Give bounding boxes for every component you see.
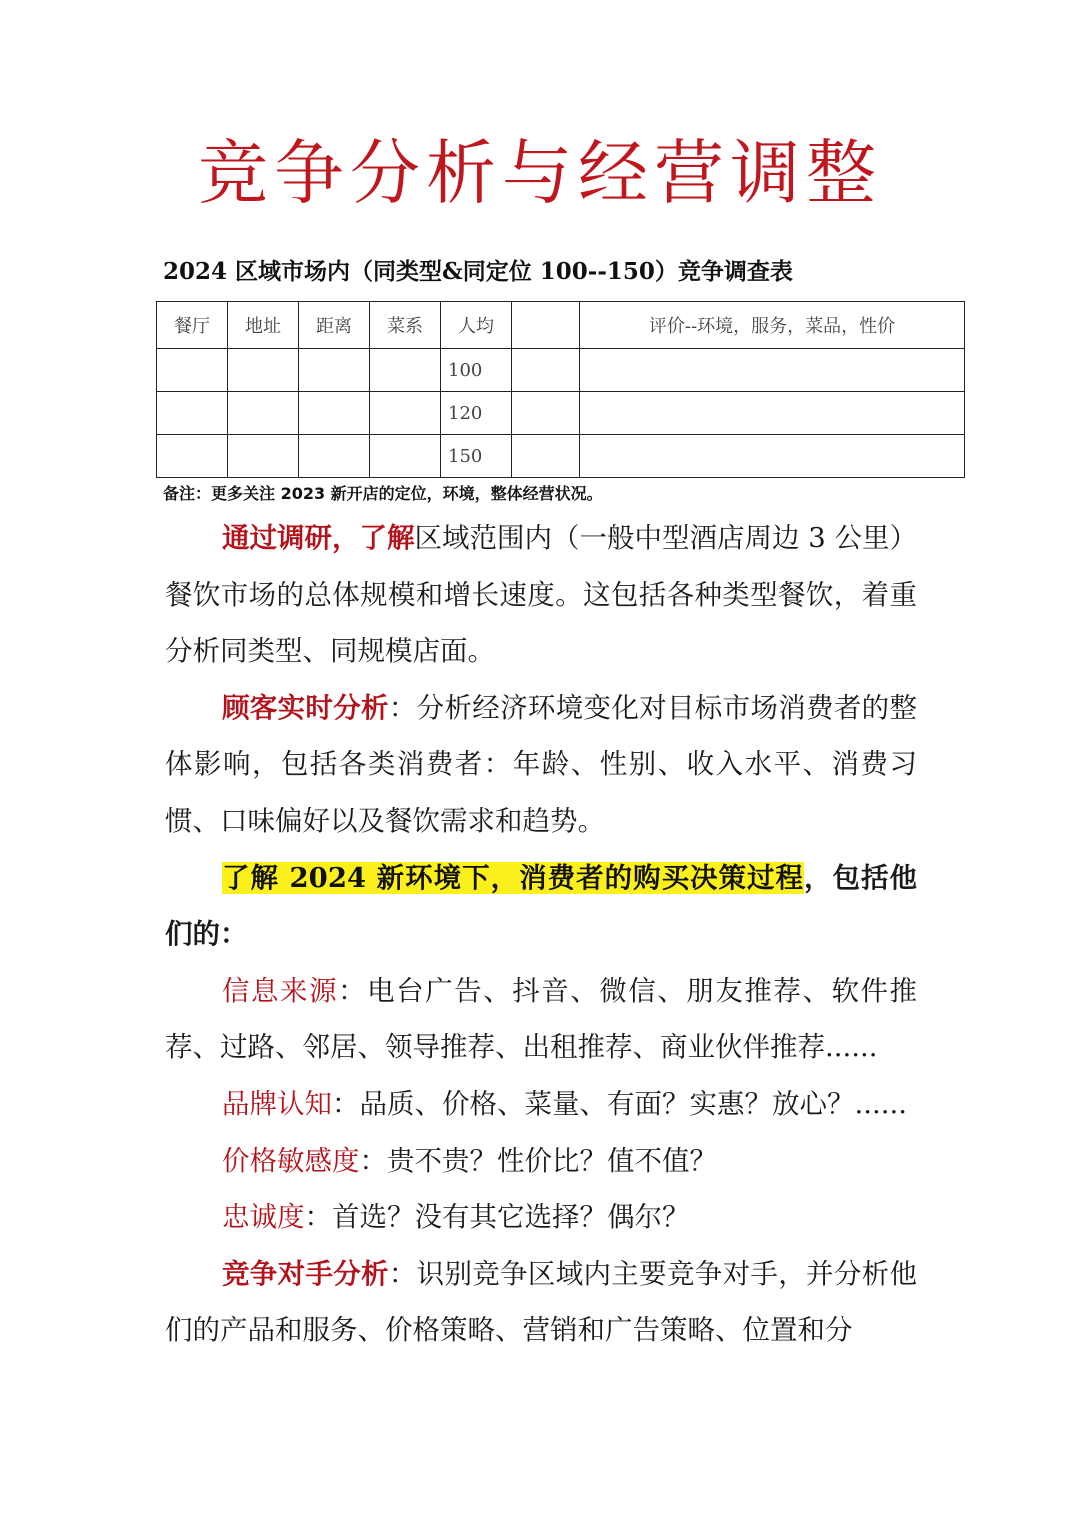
table-cell bbox=[580, 435, 965, 478]
table-cell bbox=[228, 435, 299, 478]
table-caption: 2024 区域市场内（同类型&同定位 100--150）竞争调查表 bbox=[163, 258, 793, 285]
brand-label: 品牌认知 bbox=[222, 1087, 332, 1120]
decision-highlight: 了解 2024 新环境下，消费者的购买决策过程 bbox=[222, 861, 805, 894]
header-distance: 距离 bbox=[299, 302, 370, 349]
table-cell bbox=[370, 349, 441, 392]
table-header-row bbox=[157, 302, 965, 349]
research-label: 通过调研，了解 bbox=[222, 522, 415, 554]
price-label: 价格敏感度 bbox=[222, 1144, 360, 1177]
header-per-capita: 人均 bbox=[441, 302, 512, 349]
table-cell bbox=[157, 349, 228, 392]
header-evaluation: 评价--环境，服务，菜品，性价 bbox=[580, 302, 965, 349]
table-cell: 120 bbox=[441, 392, 512, 435]
paragraph-decision bbox=[165, 850, 917, 963]
table-cell bbox=[580, 392, 965, 435]
paragraph-price bbox=[165, 1133, 917, 1190]
table-cell bbox=[299, 435, 370, 478]
table-cell bbox=[228, 392, 299, 435]
brand-text: ：品质、价格、菜量、有面？实惠？放心？...... bbox=[332, 1087, 907, 1120]
table-row bbox=[157, 435, 965, 478]
page-title: 竞争分析与经营调整 bbox=[198, 132, 882, 214]
body-text bbox=[165, 510, 917, 1359]
header-blank bbox=[512, 302, 580, 349]
customer-text: ：分析经济环境变化对目标市场消费者的整体影响，包括各类消费者：年龄、性别、收入水平、消费习惯、口味偏好以及餐饮需求和趋势。 bbox=[165, 691, 917, 837]
competitor-text: ：识别竞争区域内主要竞争对手，并分析他们的产品和服务、价格策略、营销和广告策略、位置和分 bbox=[165, 1257, 917, 1347]
info-source-text: ：电台广告、抖音、微信、朋友推荐、软件推荐、过路、邻居、领导推荐、出租推荐、商业伙伴推荐...... bbox=[165, 974, 918, 1064]
paragraph-loyalty bbox=[165, 1189, 917, 1246]
table-row bbox=[157, 392, 965, 435]
table-cell bbox=[370, 392, 441, 435]
header-cuisine: 菜系 bbox=[370, 302, 441, 349]
table-cell bbox=[228, 349, 299, 392]
table-cell: 150 bbox=[441, 435, 512, 478]
paragraph-info-source bbox=[165, 963, 917, 1076]
price-text: ：贵不贵？性价比？值不值？ bbox=[359, 1144, 717, 1177]
table-cell bbox=[370, 435, 441, 478]
table-cell bbox=[512, 435, 580, 478]
paragraph-competitor bbox=[165, 1246, 917, 1359]
loyalty-label: 忠诚度 bbox=[222, 1201, 305, 1234]
table-cell bbox=[299, 392, 370, 435]
table-cell bbox=[157, 392, 228, 435]
customer-label: 顾客实时分析 bbox=[222, 691, 389, 724]
competition-survey-table bbox=[156, 301, 965, 478]
paragraph-customer bbox=[165, 680, 917, 850]
paragraph-research bbox=[165, 510, 917, 680]
table-cell bbox=[299, 349, 370, 392]
header-restaurant: 餐厅 bbox=[157, 302, 228, 349]
table-cell bbox=[512, 392, 580, 435]
decision-text: ，包括他们的： bbox=[165, 861, 918, 951]
header-address: 地址 bbox=[228, 302, 299, 349]
table-note: 备注：更多关注 2023 新开店的定位，环境，整体经营状况。 bbox=[163, 484, 603, 503]
table-cell bbox=[512, 349, 580, 392]
table-cell: 100 bbox=[441, 349, 512, 392]
table-cell bbox=[157, 435, 228, 478]
competitor-label: 竞争对手分析 bbox=[222, 1257, 389, 1290]
table-row bbox=[157, 349, 965, 392]
research-text: 区域范围内（一般中型酒店周边 3 公里）餐饮市场的总体规模和增长速度。这包括各种类型餐饮，着重分析同类型、同规模店面。 bbox=[165, 522, 918, 668]
info-source-label: 信息来源 bbox=[222, 974, 339, 1007]
loyalty-text: ：首选？没有其它选择？偶尔？ bbox=[304, 1201, 690, 1234]
table-cell bbox=[580, 349, 965, 392]
paragraph-brand bbox=[165, 1076, 917, 1133]
